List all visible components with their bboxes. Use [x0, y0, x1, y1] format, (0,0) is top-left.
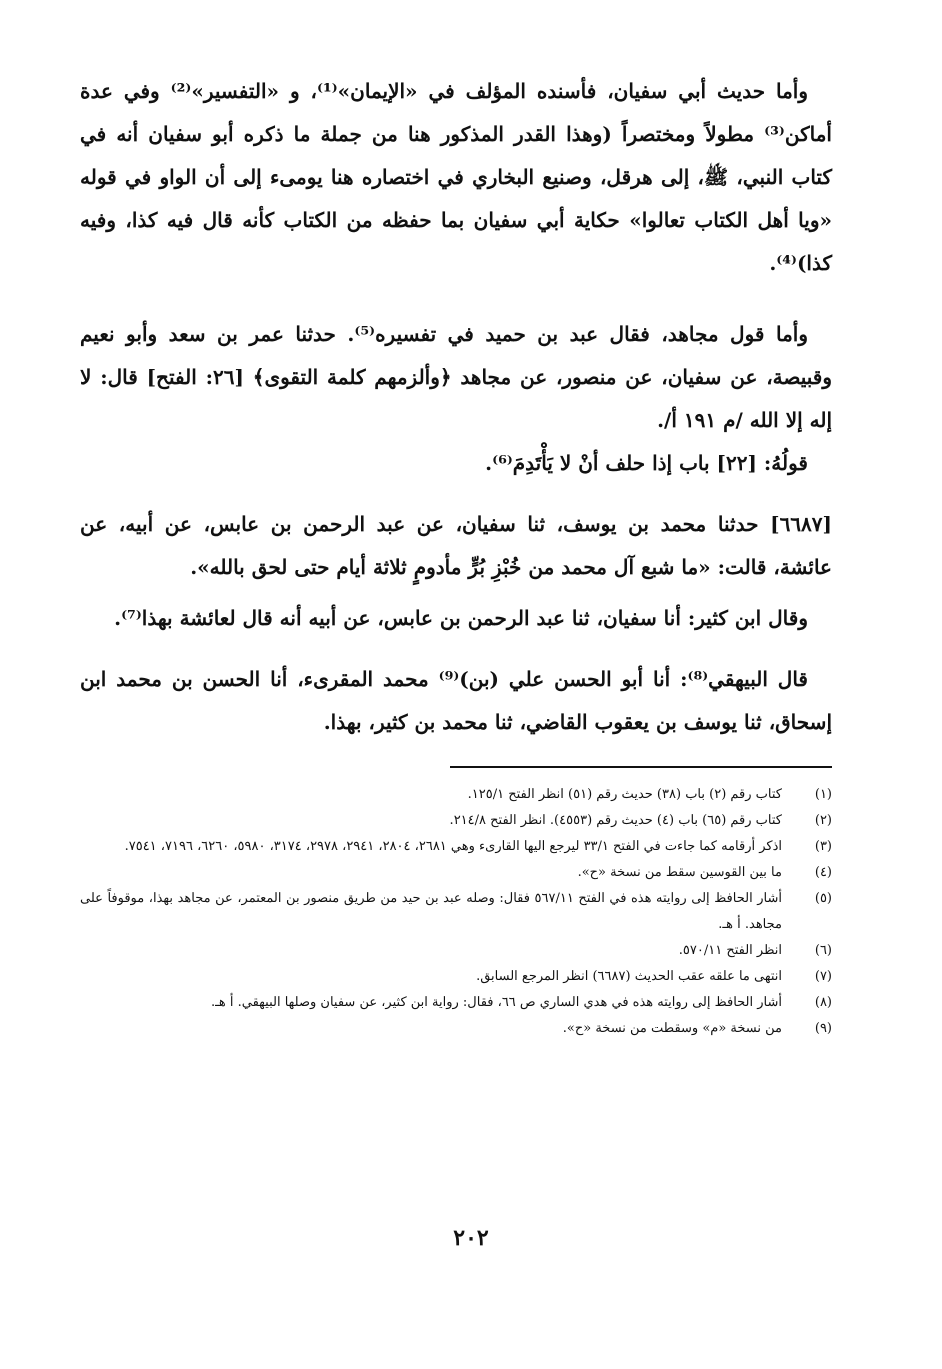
footnote-item	[80, 964, 832, 990]
paragraph-mujahid: وأما قول مجاهد، فقال عبد بن حميد في تفسيره⁽⁵⁾. حدثنا عمر بن سعد وأبو نعيم وقبيصة، عن سفيان، عن منصور، عن مجاهد ﴿وألزمهم كلمة التقوى﴾ [٢٦: الفتح] قال: لا إله إلا الله /م ١٩١ أ/.	[80, 322, 833, 432]
footnotes	[80, 782, 832, 1042]
footnote-text: ما بين القوسين سقط من نسخة «ح».	[577, 865, 782, 880]
hadith-6687: [٦٦٨٧] حدثنا محمد بن يوسف، ثنا سفيان، عن عبد الرحمن بن عابس، عن أبيه، عن عائشة، قالت: «ما شبع آل محمد من خُبْزِ بُرٍّ مأدومٍ ثلاثة أيام حتى لحق بالله».	[80, 512, 832, 579]
footnote-item	[80, 938, 832, 964]
page-content	[80, 70, 832, 1042]
paragraph-abu-sufyan: وأما حديث أبي سفيان، فأسنده المؤلف في «الإيمان»⁽¹⁾، و «التفسير»⁽²⁾ وفي عدة أماكن⁽³⁾ مطولاً ومختصراً (وهذا القدر المذكور هنا من جملة ما ذكره أبو سفيان أنه في كتاب النبي، ﷺ، إلى هرقل، وصنيع البخاري في اختصاره هنا يومىء إلى أن الواو في قوله «ويا أهل الكتاب تعالوا» حكاية أبي سفيان بما حفظه من الكتاب كأنه قال فيه كذا، وفيه كذا)⁽⁴⁾.	[80, 79, 832, 275]
footnote-item	[80, 782, 832, 808]
footnote-item	[80, 1016, 832, 1042]
paragraph-bayhaqi: قال البيهقي⁽⁸⁾: أنا أبو الحسن علي (بن)⁽⁹⁾ محمد المقرىء، أنا الحسن بن محمد ابن إسحاق، ثنا يوسف بن يعقوب القاضي، ثنا محمد بن كثير، بهذا.	[80, 667, 832, 734]
footnote-number: (٥)	[814, 891, 832, 906]
footnote-item	[80, 834, 832, 860]
footnote-number: (١)	[814, 787, 832, 802]
footnote-number: (٤)	[814, 865, 832, 880]
footnote-text: انظر الفتح ٥٧٠/١١.	[678, 943, 782, 958]
footnote-text: أشار الحافظ إلى روايته هذه في الفتح ٥٦٧/١١ فقال: وصله عبد بن حيد من طريق منصور بن المعتمر، عن مجاهد بهذا، موقوفاً على مجاهد. أ هـ.	[80, 891, 782, 932]
footnote-text: اذكر أرقامه كما جاءت في الفتح ٣٣/١ ليرجع اليها القارىء وهي ٢٦٨١، ٢٨٠٤، ٢٩٤١، ٢٩٧٨، ٣١٧٤، ٥٩٨٠، ٦٢٦٠، ٧١٩٦، ٧٥٤١.	[124, 839, 782, 854]
footnote-text: من نسخة «م» وسقطت من نسخة «ح».	[562, 1021, 782, 1036]
main-text	[80, 70, 832, 744]
footnote-text: كتاب رقم (٢) باب (٣٨) حديث رقم (٥١) انظر الفتح ١٢٥/١.	[467, 787, 782, 802]
footnote-number: (٦)	[814, 943, 832, 958]
footnote-text: انتهى ما علقه عقب الحديث (٦٦٨٧) انظر المرجع السابق.	[476, 969, 782, 984]
paragraph-ibn-kathir: وقال ابن كثير: أنا سفيان، ثنا عبد الرحمن بن عابس، عن أبيه أنه قال لعائشة بهذا⁽⁷⁾.	[114, 606, 808, 630]
footnote-item	[80, 990, 832, 1016]
footnote-item	[80, 886, 832, 938]
footnote-number: (٧)	[814, 969, 832, 984]
footnote-text: أشار الحافظ إلى روايته هذه في هدي الساري ص ٦٦، فقال: رواية ابن كثير، عن سفيان وصلها البيهقي. أ هـ.	[210, 995, 782, 1010]
footnote-item	[80, 860, 832, 886]
footnote-divider	[450, 766, 832, 768]
footnote-text: كتاب رقم (٦٥) باب (٤) حديث رقم (٤٥٥٣). انظر الفتح ٢١٤/٨.	[449, 813, 782, 828]
page-number: ٢٠٢	[453, 1225, 489, 1251]
footnote-number: (٢)	[814, 813, 832, 828]
chapter-heading: قولُهُ: [٢٢] باب إذا حلف أنْ لا يَأْتَدِمَ⁽⁶⁾.	[485, 451, 808, 475]
footnote-item	[80, 808, 832, 834]
footnote-number: (٣)	[814, 839, 832, 854]
footnote-number: (٨)	[814, 995, 832, 1010]
footnote-number: (٩)	[814, 1021, 832, 1036]
